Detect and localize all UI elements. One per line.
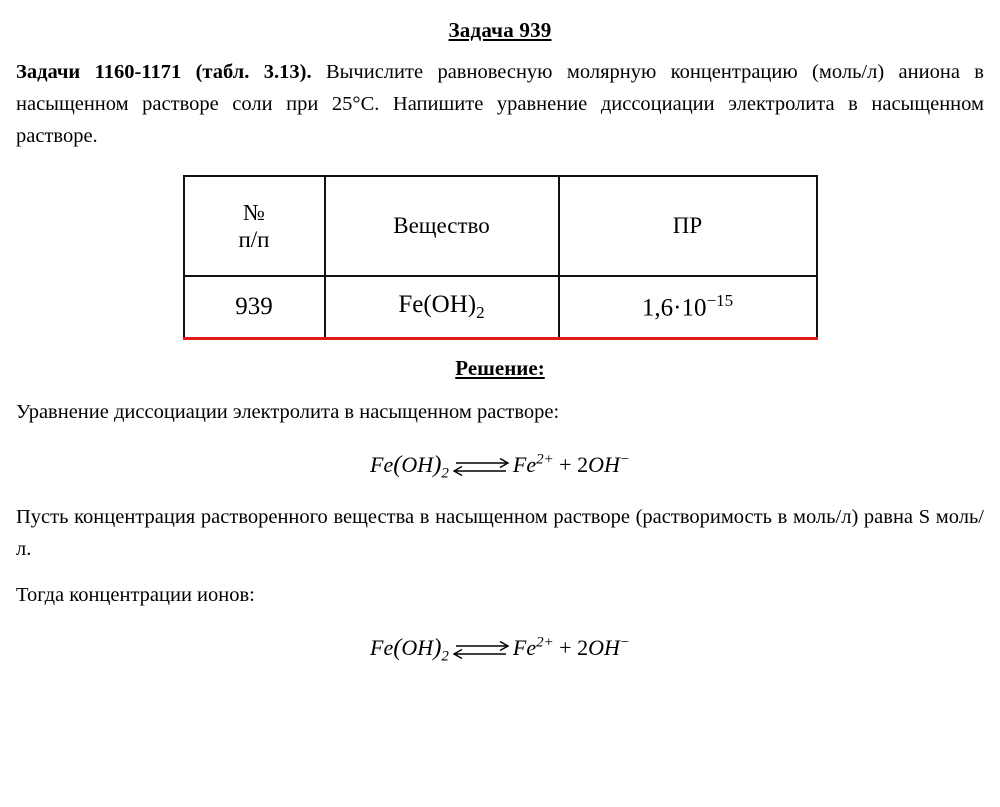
- eq2-right: Fe: [512, 635, 537, 661]
- eq2-paren-open: (: [393, 634, 402, 662]
- eq1-right-sup: 2+: [536, 451, 554, 468]
- cell-substance: [325, 276, 559, 339]
- task-intro-bold: Задачи 1160-1171 (табл. 3.13).: [16, 61, 312, 83]
- eq2-left: Fe: [370, 635, 394, 661]
- table-row: [184, 276, 817, 339]
- let-concentration-line: Пусть концентрация растворенного вещества в насыщенном растворе (растворимость в моль/л) равна S моль/л.: [16, 506, 984, 561]
- then-ion-concentration-line: Тогда концентрации ионов:: [16, 584, 255, 607]
- substance-formula: Fe(OH): [398, 290, 477, 318]
- table-head: [184, 176, 817, 276]
- task-intro-paragraph: [16, 57, 984, 153]
- table-header-row: [184, 176, 817, 276]
- table-header-pr: ПР: [559, 176, 817, 276]
- eq2-right-sup: 2+: [536, 634, 554, 651]
- equation-ion-concentrations: [16, 634, 984, 668]
- page-title: Задача 939: [448, 18, 552, 42]
- eq1-paren-close: ): [433, 450, 442, 478]
- eq2-sub: 2: [441, 648, 449, 665]
- header-np-line2: п/п: [238, 226, 270, 252]
- eq1-right2: OH: [588, 451, 620, 477]
- table-header-substance: Вещество: [325, 176, 559, 276]
- pr-exponent: −15: [706, 291, 734, 311]
- header-np-line1: №: [243, 199, 265, 225]
- cell-number: 939: [184, 276, 325, 339]
- solution-heading: Решение:: [455, 355, 545, 380]
- table-header-number: [184, 176, 325, 276]
- table-body: [184, 276, 817, 339]
- equation-dissociation: [16, 451, 984, 482]
- data-table-wrapper: [16, 175, 984, 340]
- equilibrium-arrow-icon: [450, 456, 512, 478]
- substance-table: [183, 175, 818, 340]
- eq1-left: Fe: [370, 451, 394, 477]
- eq1-paren-open: (: [393, 450, 402, 478]
- eq2-right2: OH: [588, 635, 620, 661]
- eq2-inner: OH: [401, 635, 434, 661]
- pr-mantissa: 1,6·10: [641, 294, 707, 322]
- cell-pr: [559, 276, 817, 339]
- eq2-plus: + 2: [553, 635, 589, 661]
- eq1-plus: + 2: [553, 451, 589, 477]
- dissociation-line: Уравнение диссоциации электролита в насыщенном растворе:: [16, 400, 560, 423]
- eq1-sub: 2: [441, 465, 449, 482]
- eq1-inner: OH: [401, 451, 434, 477]
- equilibrium-arrow-icon: [450, 639, 512, 661]
- eq1-right: Fe: [512, 451, 537, 477]
- eq2-paren-close: ): [433, 634, 442, 662]
- eq2-right2-sup: −: [619, 634, 630, 651]
- substance-subscript: 2: [476, 302, 485, 322]
- eq1-right2-sup: −: [619, 451, 630, 468]
- task-intro-rest: Вычислите равновесную молярную концентрацию (моль/л) аниона в насыщенном растворе соли при 25°С. Напишите уравнение диссоциации электролита в насыщенном растворе.: [16, 61, 984, 147]
